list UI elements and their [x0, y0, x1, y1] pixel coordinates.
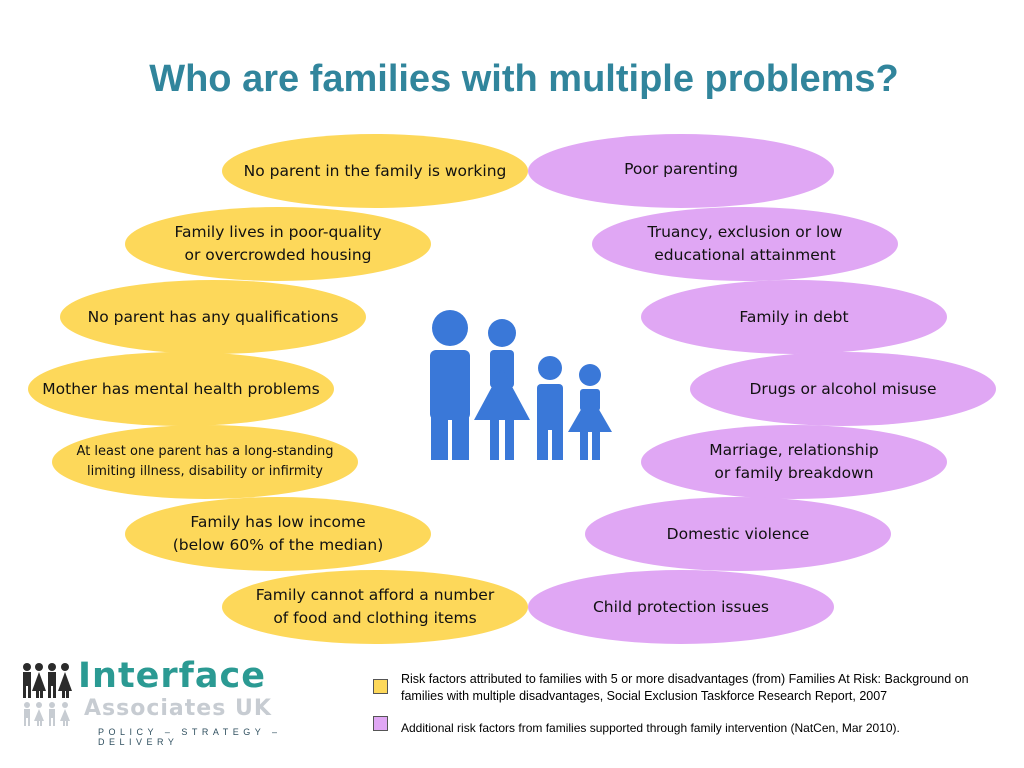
factor-no-qualifications: No parent has any qualifications — [60, 280, 366, 354]
factor-parent-illness: At least one parent has a long-standing limiting illness, disability or infirmity — [52, 425, 358, 499]
factor-domestic-violence: Domestic violence — [585, 497, 891, 571]
logo-name: Interface — [78, 656, 266, 696]
legend-purple-text: Additional risk factors from families supported through family intervention (NatCen, Mar 2010). — [401, 721, 900, 735]
legend-yellow-text: Risk factors attributed to families with 5 or more disadvantages (from) Families At Risk: Background on families with multiple disadvantages, Social Exclusion Taskforce Research Report, 2007 — [401, 672, 969, 703]
factor-truancy: Truancy, exclusion or low educational attainment — [592, 207, 898, 281]
logo-tagline: POLICY – STRATEGY – DELIVERY — [98, 727, 282, 747]
logo-subname: Associates UK — [84, 696, 272, 721]
logo-figures-icon — [20, 661, 76, 727]
factor-relationship-breakdown: Marriage, relationship or family breakdown — [641, 425, 947, 499]
page-title: Who are families with multiple problems? — [149, 58, 899, 100]
family-icon — [428, 308, 618, 460]
factor-drugs-alcohol: Drugs or alcohol misuse — [690, 352, 996, 426]
legend-yellow-swatch — [373, 679, 388, 694]
factor-low-income: Family has low income (below 60% of the median) — [125, 497, 431, 571]
legend-purple-swatch — [373, 716, 388, 731]
factor-mother-mental-health: Mother has mental health problems — [28, 352, 334, 426]
factor-poor-parenting: Poor parenting — [528, 134, 834, 208]
factor-poor-housing: Family lives in poor-quality or overcrowded housing — [125, 207, 431, 281]
factor-family-in-debt: Family in debt — [641, 280, 947, 354]
factor-no-parent-working: No parent in the family is working — [222, 134, 528, 208]
factor-child-protection: Child protection issues — [528, 570, 834, 644]
interface-associates-logo — [20, 655, 340, 745]
factor-food-clothing: Family cannot afford a number of food and clothing items — [222, 570, 528, 644]
